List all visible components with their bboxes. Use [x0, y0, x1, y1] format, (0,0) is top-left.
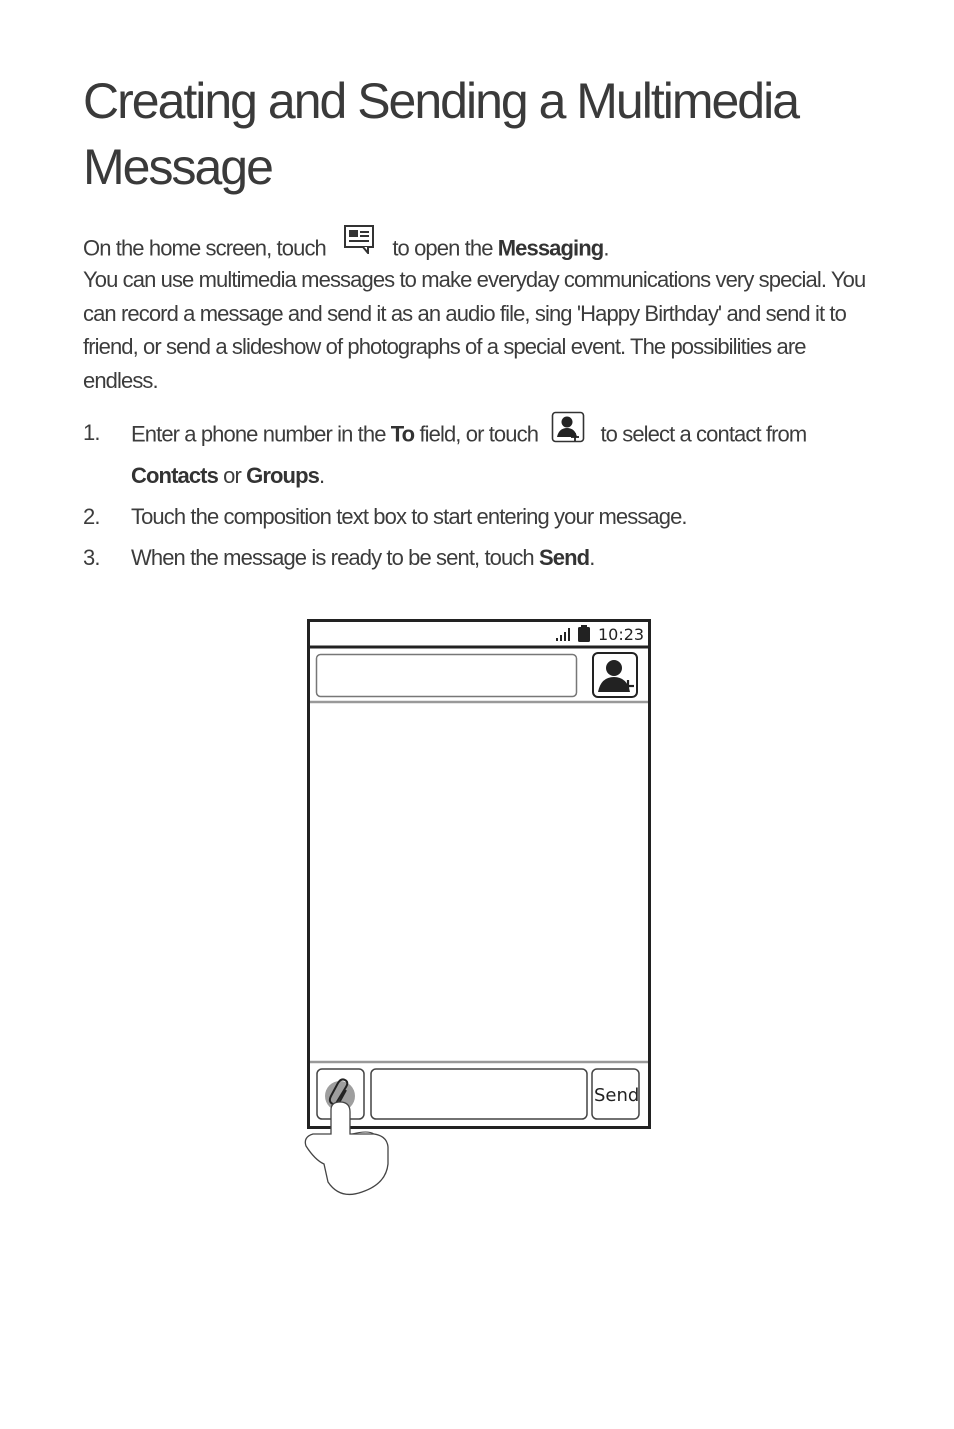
- status-time: 10:23: [598, 625, 645, 644]
- add-contact-button[interactable]: [593, 653, 637, 697]
- step-text: When the message is ready to be sent, touch: [131, 545, 534, 570]
- step-text: field, or touch: [419, 421, 539, 447]
- add-contact-icon: [551, 411, 585, 454]
- step-period: .: [589, 545, 595, 570]
- battery-icon: [578, 625, 590, 642]
- step-period: .: [318, 463, 325, 488]
- step-number: 2.: [83, 504, 100, 529]
- phone-illustration: [300, 612, 660, 1202]
- messaging-label: Messaging: [497, 235, 604, 261]
- groups-label: Groups: [246, 463, 319, 488]
- step-text: Enter a phone number in the: [131, 421, 386, 447]
- contacts-label: Contacts: [131, 463, 218, 488]
- step-number: 3.: [83, 545, 100, 570]
- messaging-icon: [343, 224, 377, 263]
- step-1: [83, 414, 883, 494]
- intro-text-before: On the home screen, touch: [83, 235, 326, 261]
- send-label: Send: [539, 545, 590, 570]
- step-text: Touch the composition text box to start entering your message.: [131, 504, 687, 529]
- step-3: [83, 539, 883, 576]
- step-number: 1.: [83, 420, 100, 445]
- compose-text-box[interactable]: [371, 1069, 587, 1119]
- to-field-label: To: [390, 421, 415, 447]
- message-area: [310, 704, 648, 1060]
- step-2: [83, 498, 883, 535]
- intro-paragraph: You can use multimedia messages to make everyday communications very special. You can record a message and send it as an audio file, sing 'Happy Birthday' and send it to friend, or send a slideshow of photographs of a special event. The possibilities are endless.: [83, 267, 866, 393]
- send-button-label: Send: [594, 1085, 640, 1106]
- step-text: or: [223, 463, 241, 488]
- page-title: Creating and Sending a Multimedia Message: [83, 73, 799, 195]
- step-text: to select a contact from: [600, 421, 807, 447]
- steps-list: [83, 414, 883, 580]
- intro-period: .: [603, 235, 609, 261]
- intro-text-after: to open the: [392, 235, 493, 261]
- to-field[interactable]: [317, 655, 577, 697]
